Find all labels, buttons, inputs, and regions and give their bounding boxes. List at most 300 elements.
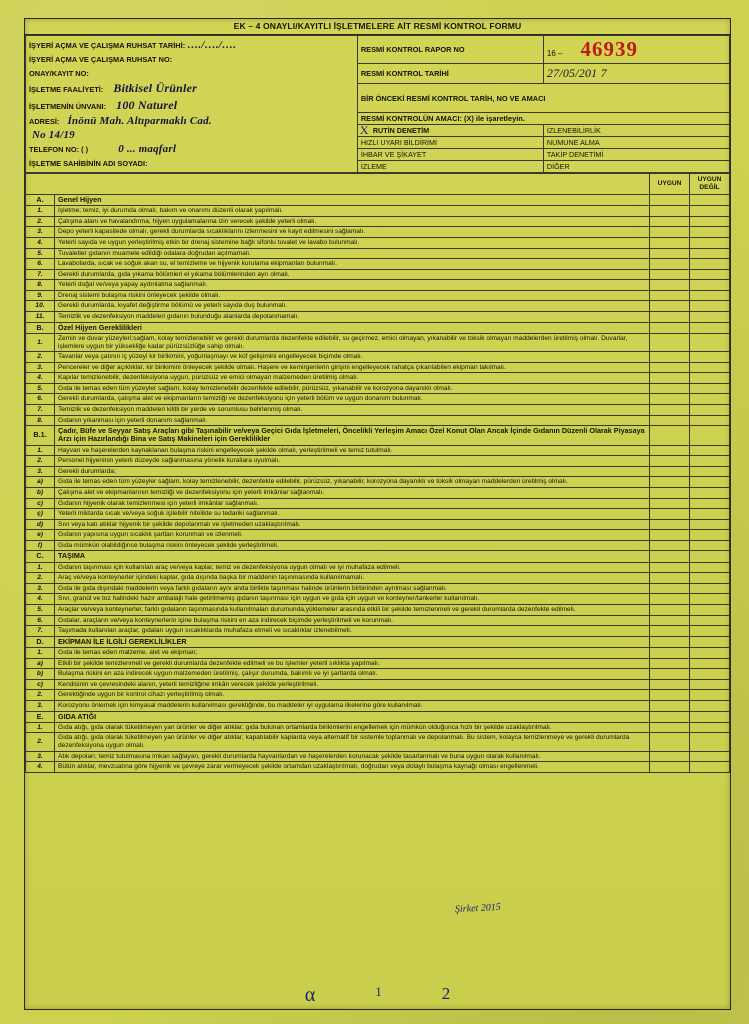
checklist-row	[26, 488, 730, 499]
item-text: Gerektiğinde uygun bir kontrol cihazı yerleştirilmiş olmalı.	[55, 690, 650, 701]
item-uygun-degil-cell[interactable]	[690, 762, 730, 773]
item-uygun-cell[interactable]	[650, 352, 690, 363]
item-uygun-degil-cell[interactable]	[690, 373, 730, 384]
item-uygun-cell[interactable]	[650, 605, 690, 616]
checklist-row	[26, 583, 730, 594]
item-uygun-cell[interactable]	[650, 259, 690, 270]
item-uygun-degil-cell[interactable]	[690, 216, 730, 227]
rapor-no-value[interactable]: 46939	[580, 37, 639, 61]
kontrol-tarih-label: RESMİ KONTROL TARİHİ	[357, 64, 543, 84]
left-row-4	[26, 97, 357, 114]
item-uygun-degil-cell[interactable]	[690, 362, 730, 373]
item-number: 6.	[26, 615, 55, 626]
col-header-uygun: UYGUN	[650, 174, 690, 195]
section-uygun-degil-cell[interactable]	[690, 426, 730, 446]
left-row-7	[26, 142, 357, 156]
item-text: Gerekli durumlarda, kıyafet değiştirme bölümü ve yeterli sayıda duş bulunmalı.	[55, 301, 650, 312]
section-code: C.	[26, 551, 55, 562]
item-text: Sıvı veya katı atıklar hijyenik bir şekilde depolanmalı ve işletmeden uzaklaştırılmalı.	[55, 519, 650, 530]
form-header	[25, 35, 730, 173]
item-uygun-degil-cell[interactable]	[690, 312, 730, 323]
footer-middle-mark: 1	[375, 984, 382, 999]
item-number: 8.	[26, 280, 55, 291]
item-uygun-degil-cell[interactable]	[690, 456, 730, 467]
item-number: 1.	[26, 722, 55, 733]
item-number: 7.	[26, 626, 55, 637]
item-uygun-cell[interactable]	[650, 751, 690, 762]
item-uygun-cell[interactable]	[650, 583, 690, 594]
item-text: Gerekli durumlarda, gıda yıkama bölümleri el yıkama bölümlerinden ayrı olmalı.	[55, 269, 650, 280]
checklist-row	[26, 466, 730, 477]
section-uygun-cell[interactable]	[650, 195, 690, 206]
amac-item-6[interactable]	[357, 161, 543, 173]
item-number: 4.	[26, 238, 55, 249]
item-uygun-cell[interactable]	[650, 573, 690, 584]
item-number: b)	[26, 669, 55, 680]
item-uygun-degil-cell[interactable]	[690, 540, 730, 551]
left-value-7[interactable]: 0 ... maqfarl	[118, 143, 177, 155]
left-row-3	[26, 80, 357, 97]
item-uygun-cell[interactable]	[650, 206, 690, 217]
item-uygun-cell[interactable]	[650, 530, 690, 541]
checklist-row	[26, 301, 730, 312]
item-uygun-degil-cell[interactable]	[690, 352, 730, 363]
checklist-row	[26, 445, 730, 456]
item-number: 2.	[26, 456, 55, 467]
checklist-row	[26, 751, 730, 762]
item-number: 1.	[26, 333, 55, 351]
checklist-row	[26, 280, 730, 291]
checklist-row	[26, 573, 730, 584]
item-uygun-degil-cell[interactable]	[690, 498, 730, 509]
item-number: a)	[26, 658, 55, 669]
section-code: B.	[26, 322, 55, 333]
amac-item-1[interactable]	[543, 125, 729, 137]
item-uygun-cell[interactable]	[650, 488, 690, 499]
checklist-row	[26, 312, 730, 323]
left-row-0	[26, 36, 357, 52]
section-uygun-cell[interactable]	[650, 322, 690, 333]
left-value-6[interactable]: No 14/19	[32, 129, 75, 141]
amac-item-0[interactable]	[357, 125, 543, 137]
item-uygun-degil-cell[interactable]	[690, 519, 730, 530]
checklist-row	[26, 690, 730, 701]
item-text: Gıda ile temas eden tüm yüzeyler sağlam, kolay temizlenebilir, dezenfekte edilebilir, pürüzsüz, yıkanabilir, korozyona dayanıklı ve toksik olmayan maddelerden üretilmiş olmalı.	[55, 477, 650, 488]
item-uygun-degil-cell[interactable]	[690, 415, 730, 426]
kontrol-tarih-value[interactable]: 27/05/201 7	[546, 66, 607, 80]
checklist-row	[26, 658, 730, 669]
checklist-row	[26, 722, 730, 733]
item-uygun-degil-cell[interactable]	[690, 690, 730, 701]
item-uygun-degil-cell[interactable]	[690, 605, 730, 616]
item-text: Bütün atıklar, mevzuatına göre hijyenik ve çevreye zarar vermeyecek şekilde ortamdan uzaklaştırılmalı, doğrudan veya dolaylı bulaşma kaynağı olması engellenmeli.	[55, 762, 650, 773]
footer-right-mark: 2	[441, 984, 451, 1003]
section-uygun-degil-cell[interactable]	[690, 636, 730, 647]
item-uygun-cell[interactable]	[650, 700, 690, 711]
item-number: 2.	[26, 352, 55, 363]
item-text: Gıda ile temas eden tüm yüzeyler sağlam, kolay temizlenebilir dezenfekte edilebilir, pürüzsüz, yıkanabilir ve korozyona dayanıklı olmalı.	[55, 383, 650, 394]
item-text: Bulaşma riskini en aza indirecek uygun malzemeden üretilmiş, çalışır durumda, bakımlı ve iyi şartlarda olmalı.	[55, 669, 650, 680]
item-number: 7.	[26, 404, 55, 415]
item-uygun-cell[interactable]	[650, 373, 690, 384]
checklist-row	[26, 762, 730, 773]
item-uygun-cell[interactable]	[650, 722, 690, 733]
section-uygun-degil-cell[interactable]	[690, 195, 730, 206]
item-text: Temizlik ve dezenfeksiyon maddeleri kilitli bir yerde ve sorumlusu belirlenmiş olmalı.	[55, 404, 650, 415]
form-sheet	[24, 18, 731, 1010]
item-text: Etkili bir şekilde temizlenmeli ve gerekli durumlarda dezenfekte edilmeli ve bu işlemler yeterli sıklıkta yapılmalı.	[55, 658, 650, 669]
item-number: 2.	[26, 573, 55, 584]
item-text: Korozyonu önlemek için kimyasal maddelerin kullanılması gerektiğinde, bu maddeler iyi uygulama ilkelerine göre kullanılmalı.	[55, 700, 650, 711]
section-header-row	[26, 195, 730, 206]
section-title: Genel Hijyen	[55, 195, 650, 206]
checklist-row	[26, 248, 730, 259]
item-uygun-degil-cell[interactable]	[690, 722, 730, 733]
section-uygun-degil-cell[interactable]	[690, 551, 730, 562]
item-number: 5.	[26, 248, 55, 259]
item-uygun-cell[interactable]	[650, 445, 690, 456]
checklist-row	[26, 626, 730, 637]
amac-item-7[interactable]	[543, 161, 729, 173]
item-number: 2.	[26, 733, 55, 751]
item-uygun-cell[interactable]	[650, 669, 690, 680]
checklist-row	[26, 383, 730, 394]
left-value-5[interactable]: İnönü Mah. Altıparmaklı Cad.	[67, 115, 212, 127]
item-uygun-cell[interactable]	[650, 477, 690, 488]
checklist-row	[26, 394, 730, 405]
item-number: e)	[26, 530, 55, 541]
item-number: ç)	[26, 509, 55, 520]
item-text: Sıvı, granül ve toz halindeki hazır ambalajlı hale getirilmemiş gıdanın taşınması için uygun ve gıda için uygun ve konteyner/tankerler kullanılmalı.	[55, 594, 650, 605]
section-code: D.	[26, 636, 55, 647]
item-text: Zemin ve duvar yüzeyleri;sağlam, kolay temizlenebilir ve gerekli durumlarda dezenfekte edilebilir, su geçirmez, emici olmayan, yıkanabilir ve toksik olmayan maddelerden üretilmiş olmalı. Duvarlar, işlemlere uygun bir yüksekliğe kadar pürüzsüzlüğe sahip olmalı.	[55, 333, 650, 351]
item-uygun-cell[interactable]	[650, 238, 690, 249]
item-text: Kendisinin ve çevresindeki alanın, yeterli temizliğine imkân verecek şekilde yerleştirilmeli.	[55, 679, 650, 690]
item-uygun-degil-cell[interactable]	[690, 700, 730, 711]
checklist-row	[26, 498, 730, 509]
item-text: Tuvaletler gıdanın muamele edildiği odalara doğrudan açılmamalı.	[55, 248, 650, 259]
item-text: Gıdanın taşınması için kullanılan araç ve/veya kaplar, temiz ve dezenfeksiyona uygun olmalı ve iyi muhafaza edilmeli.	[55, 562, 650, 573]
item-uygun-degil-cell[interactable]	[690, 477, 730, 488]
left-label-5: ADRESİ:	[29, 117, 60, 126]
item-uygun-degil-cell[interactable]	[690, 445, 730, 456]
rapor-no-prefix: 16 –	[546, 49, 563, 58]
item-uygun-degil-cell[interactable]	[690, 648, 730, 659]
item-number: 8.	[26, 415, 55, 426]
item-uygun-cell[interactable]	[650, 540, 690, 551]
section-uygun-cell[interactable]	[650, 711, 690, 722]
annotation-note-e: Şirket 2015	[454, 901, 502, 916]
amac-item-5-label: TAKİP DENETİMİ	[546, 150, 604, 159]
item-uygun-cell[interactable]	[650, 280, 690, 291]
amac-item-4-label: İHBAR VE ŞİKAYET	[360, 150, 427, 159]
left-row-6	[26, 128, 357, 142]
item-number: 1.	[26, 648, 55, 659]
item-uygun-cell[interactable]	[650, 690, 690, 701]
item-text: İşletme; temiz, iyi durumda olmalı, bakım ve onarımı düzenli olarak yapılmalı.	[55, 206, 650, 217]
item-uygun-degil-cell[interactable]	[690, 573, 730, 584]
item-uygun-cell[interactable]	[650, 562, 690, 573]
item-uygun-cell[interactable]	[650, 648, 690, 659]
item-uygun-cell[interactable]	[650, 290, 690, 301]
col-header-uygun-degil: UYGUN DEĞİL	[690, 174, 730, 195]
amac-item-2[interactable]	[357, 137, 543, 149]
left-row-8	[26, 156, 357, 172]
item-number: f)	[26, 540, 55, 551]
item-number: 5.	[26, 383, 55, 394]
amac-item-4[interactable]	[357, 149, 543, 161]
checklist-row	[26, 333, 730, 351]
item-number: 1.	[26, 206, 55, 217]
kontrol-tarih-value-cell[interactable]	[543, 64, 729, 84]
section-title: Çadır, Büfe ve Seyyar Satış Araçları gibi Taşınabilir ve/veya Geçici Gıda İşletmeleri, Öncelikli Yerleşim Amacı Özel Konut Olan Ancak İçinde Gıdanın Düzenli Olarak Piyasaya Arzı için Hazırlandığı Bina ve Satış Makineleri için Gereklilikler	[55, 426, 650, 446]
item-uygun-cell[interactable]	[650, 216, 690, 227]
checklist-row	[26, 540, 730, 551]
item-text: Gıda atığı, gıda olarak tüketilmeyen yan ürünler ve diğer atıklar; kapatılabilir kaplarda veya alternatif bir sistemle toplanmalı ve depolanmalı. Bu sistem, kolayca temizlenmeye ve gerekli durumlarda dezenfeksiyona uygun olmalı.	[55, 733, 650, 751]
item-text: Temizlik ve dezenfeksiyon maddeleri gıdanın bulunduğu alanlarda depolanmamalı.	[55, 312, 650, 323]
checklist-row	[26, 700, 730, 711]
item-text: Gerekli durumlarda, çalışma alet ve ekipmanların temizliği ve dezenfeksiyonu için yeterli bölüm ve uygun donanım bulunmalı.	[55, 394, 650, 405]
onceki-kontrol-label: BİR ÖNCEKİ RESMİ KONTROL TARİH, NO VE AMACI	[357, 84, 729, 113]
item-number: b)	[26, 488, 55, 499]
item-uygun-cell[interactable]	[650, 415, 690, 426]
item-uygun-cell[interactable]	[650, 269, 690, 280]
item-text: Drenaj sistemi bulaşma riskini önleyecek şekilde olmalı.	[55, 290, 650, 301]
checklist-row	[26, 373, 730, 384]
section-title: EKİPMAN İLE İLGİLİ GEREKLİLİKLER	[55, 636, 650, 647]
item-uygun-cell[interactable]	[650, 626, 690, 637]
item-uygun-degil-cell[interactable]	[690, 562, 730, 573]
item-text: Araçlar ve/veya konteynerler, farklı gıdaların taşınmasında kullanılmaları durumunda,yüklemeler arasında etkili bir şekilde temizlenmeli ve gerekli durumlarda dezenfekte edilmeli.	[55, 605, 650, 616]
item-text: Pencereler ve diğer açıklıklar, kir birikimini önleyecek şekilde olmalı. Haşere ve kemirgenlerin girişini engelleyecek rahatça çıkarılabilen ekipman takılmalı.	[55, 362, 650, 373]
left-value-4[interactable]: 100 Naturel	[116, 98, 178, 112]
amac-item-3[interactable]	[543, 137, 729, 149]
left-value-0[interactable]: …./…./….	[187, 39, 237, 51]
item-uygun-cell[interactable]	[650, 456, 690, 467]
item-uygun-degil-cell[interactable]	[690, 269, 730, 280]
item-uygun-cell[interactable]	[650, 509, 690, 520]
page-footer	[25, 984, 730, 1007]
section-header-row	[26, 551, 730, 562]
left-label-1: İŞYERİ AÇMA VE ÇALIŞMA RUHSAT NO:	[29, 55, 173, 64]
item-text: Kapılar temizlenebilir, dezenfeksiyona uygun, pürüzsüz ve emici olmayan malzemeden üretilmiş olmalı.	[55, 373, 650, 384]
item-text: Gıda ile temas eden malzeme, alet ve ekipman;	[55, 648, 650, 659]
item-uygun-cell[interactable]	[650, 394, 690, 405]
header-left-block	[26, 36, 358, 173]
section-uygun-cell[interactable]	[650, 551, 690, 562]
item-uygun-degil-cell[interactable]	[690, 290, 730, 301]
checklist-row	[26, 456, 730, 467]
item-uygun-degil-cell[interactable]	[690, 594, 730, 605]
amac-item-1-label: İZLENEBİLİRLİK	[546, 126, 601, 135]
item-number: 7.	[26, 269, 55, 280]
page-title: EK – 4 ONAYLI/KAYITLI İŞLETMELERE AİT RESMİ KONTROL FORMU	[25, 19, 730, 35]
section-uygun-degil-cell[interactable]	[690, 322, 730, 333]
item-uygun-degil-cell[interactable]	[690, 280, 730, 291]
checklist-row	[26, 290, 730, 301]
item-text: Çalışma alet ve ekipmanlarının temizliği ve dezenfeksiyonu için yeterli imkânlar sağlanmalı.	[55, 488, 650, 499]
item-uygun-cell[interactable]	[650, 466, 690, 477]
item-uygun-degil-cell[interactable]	[690, 679, 730, 690]
item-uygun-cell[interactable]	[650, 679, 690, 690]
item-text: Gıda atığı, gıda olarak tüketilmeyen yan ürünler ve diğer atıklar; gıda bulunan ortamlarda birikimlerini engellemek için mümkün olduğunca hızlı bir şekilde uzaklaştırılmalı.	[55, 722, 650, 733]
item-uygun-degil-cell[interactable]	[690, 615, 730, 626]
item-uygun-degil-cell[interactable]	[690, 404, 730, 415]
item-number: d)	[26, 519, 55, 530]
item-text: Gıda mümkün olabildiğince bulaşma riskini önleyecek şekilde yerleştirilmeli.	[55, 540, 650, 551]
item-number: 2.	[26, 690, 55, 701]
item-text: Yeterli sayıda ve uygun yerleştirilmiş etkin bir drenaj sistemine bağlı sifonlu tuvalet ve lavabo bulunmalı.	[55, 238, 650, 249]
left-value-3[interactable]: Bitkisel Ürünler	[113, 81, 197, 95]
item-uygun-degil-cell[interactable]	[690, 333, 730, 351]
item-number: 4.	[26, 373, 55, 384]
item-uygun-cell[interactable]	[650, 227, 690, 238]
item-number: 4.	[26, 762, 55, 773]
item-text: Lavabolarda, sıcak ve soğuk akan su, el temizleme ve hijyenik kurulama ekipmanları bulunmalı.	[55, 259, 650, 270]
item-uygun-degil-cell[interactable]	[690, 530, 730, 541]
section-code: A.	[26, 195, 55, 206]
item-uygun-degil-cell[interactable]	[690, 301, 730, 312]
section-uygun-cell[interactable]	[650, 636, 690, 647]
checklist-row	[26, 352, 730, 363]
checklist-row	[26, 669, 730, 680]
item-uygun-cell[interactable]	[650, 301, 690, 312]
section-header-row	[26, 711, 730, 722]
item-text: Gıdalar, araçların ve/veya konteynerlerin içine bulaşma riskini en aza indirecek biçimde yerleştirilmeli ve korunmalı.	[55, 615, 650, 626]
checklist-row	[26, 509, 730, 520]
amac-item-7-label: DİĞER	[546, 162, 570, 171]
item-uygun-degil-cell[interactable]	[690, 583, 730, 594]
checklist-row	[26, 648, 730, 659]
item-text: Gıda ile gıda dışındaki maddelerin veya farklı gıdaların aynı anda birlikte taşınması halinde ürünlerin birbirinden ayrılması sağlanmalı.	[55, 583, 650, 594]
item-uygun-cell[interactable]	[650, 404, 690, 415]
checklist-row	[26, 562, 730, 573]
amac-item-3-label: NUMUNE ALMA	[546, 138, 600, 147]
item-uygun-degil-cell[interactable]	[690, 733, 730, 751]
item-text: Yeterli doğal ve/veya yapay aydınlatma sağlanmalı.	[55, 280, 650, 291]
item-number: 3.	[26, 751, 55, 762]
item-uygun-degil-cell[interactable]	[690, 394, 730, 405]
section-title: TAŞIMA	[55, 551, 650, 562]
checklist-row	[26, 216, 730, 227]
item-uygun-cell[interactable]	[650, 362, 690, 373]
item-text: Yeterli miktarda sıcak ve/veya soğuk içilebilir nitelikte su tedariki sağlanmalı.	[55, 509, 650, 520]
item-uygun-degil-cell[interactable]	[690, 751, 730, 762]
item-uygun-degil-cell[interactable]	[690, 658, 730, 669]
item-uygun-cell[interactable]	[650, 594, 690, 605]
left-row-5	[26, 114, 357, 128]
check-x-icon: X	[359, 123, 369, 137]
item-uygun-cell[interactable]	[650, 312, 690, 323]
checklist-row	[26, 615, 730, 626]
item-number: 3.	[26, 583, 55, 594]
left-label-3: İŞLETME FAALİYETİ:	[29, 85, 104, 94]
amac-label: RESMİ KONTROLÜN AMACI: (X) ile işaretleyin.	[357, 113, 729, 125]
item-uygun-degil-cell[interactable]	[690, 466, 730, 477]
left-row-2	[26, 66, 357, 80]
item-number: 3.	[26, 700, 55, 711]
section-uygun-cell[interactable]	[650, 426, 690, 446]
item-uygun-cell[interactable]	[650, 615, 690, 626]
checklist-row	[26, 594, 730, 605]
checklist-row	[26, 519, 730, 530]
item-number: 1.	[26, 562, 55, 573]
item-uygun-degil-cell[interactable]	[690, 259, 730, 270]
checklist-row	[26, 362, 730, 373]
item-uygun-cell[interactable]	[650, 248, 690, 259]
item-number: 5.	[26, 605, 55, 616]
section-header-row	[26, 636, 730, 647]
item-number: c)	[26, 679, 55, 690]
section-title: Özel Hijyen Gereklilikleri	[55, 322, 650, 333]
checklist-row	[26, 605, 730, 616]
item-text: Personel hijyeninin yeterli düzeyde sağlanmasına yönelik kurallara uyulmalı.	[55, 456, 650, 467]
item-number: 6.	[26, 259, 55, 270]
checklist-row	[26, 206, 730, 217]
item-number: 1.	[26, 445, 55, 456]
item-uygun-degil-cell[interactable]	[690, 509, 730, 520]
item-uygun-degil-cell[interactable]	[690, 488, 730, 499]
item-number: 3.	[26, 227, 55, 238]
checklist-table	[25, 173, 730, 773]
checklist-row	[26, 733, 730, 751]
checklist-row	[26, 259, 730, 270]
item-text: Taşımada kullanılan araçlar, gıdaları uygun sıcaklıklarda muhafaza etmeli ve sıcaklıklar izlenebilmeli.	[55, 626, 650, 637]
item-text: Gıdanın yapısına uygun sıcaklık şartları korunmalı ve izlenmeli.	[55, 530, 650, 541]
amac-item-5[interactable]	[543, 149, 729, 161]
item-text: Gıdanın hijyenik olarak temizlenmesi için yeterli imkânlar sağlanmalı.	[55, 498, 650, 509]
item-uygun-cell[interactable]	[650, 733, 690, 751]
checklist-row	[26, 679, 730, 690]
item-number: 3.	[26, 362, 55, 373]
item-text: Atık depoları; temiz tutulmasına imkan sağlayan, gerekli durumlarda hayvanlardan ve haşerelerden korunacak şekilde tasarlanmalı ve buna uygun olarak kullanılmalı.	[55, 751, 650, 762]
item-text: Gerekli durumlarda;	[55, 466, 650, 477]
item-uygun-cell[interactable]	[650, 498, 690, 509]
item-text: Araç ve/veya konteynerler içindeki kaplar, gıda dışında başka bir maddenin taşınmasında kullanılmamalı.	[55, 573, 650, 584]
item-uygun-cell[interactable]	[650, 333, 690, 351]
checklist-row	[26, 530, 730, 541]
item-uygun-degil-cell[interactable]	[690, 626, 730, 637]
item-uygun-degil-cell[interactable]	[690, 248, 730, 259]
rapor-no-value-cell[interactable]	[543, 36, 729, 64]
section-header-row	[26, 322, 730, 333]
item-uygun-cell[interactable]	[650, 383, 690, 394]
item-uygun-cell[interactable]	[650, 658, 690, 669]
item-uygun-cell[interactable]	[650, 519, 690, 530]
amac-item-6-label: İZLEME	[360, 162, 387, 171]
item-uygun-degil-cell[interactable]	[690, 383, 730, 394]
item-uygun-cell[interactable]	[650, 762, 690, 773]
section-title: GIDA ATIĞI	[55, 711, 650, 722]
item-uygun-degil-cell[interactable]	[690, 669, 730, 680]
footer-left-mark: α	[304, 984, 316, 1006]
item-number: 2.	[26, 216, 55, 227]
item-number: c)	[26, 498, 55, 509]
section-uygun-degil-cell[interactable]	[690, 711, 730, 722]
left-label-0: İŞYERİ AÇMA VE ÇALIŞMA RUHSAT TARİHİ:	[29, 41, 186, 50]
checklist-row	[26, 477, 730, 488]
section-code: B.1.	[26, 426, 55, 446]
checklist-row	[26, 415, 730, 426]
item-uygun-degil-cell[interactable]	[690, 206, 730, 217]
item-number: 6.	[26, 394, 55, 405]
item-uygun-degil-cell[interactable]	[690, 238, 730, 249]
amac-item-0-label: RUTİN DENETİM	[372, 126, 430, 135]
item-number: 3.	[26, 466, 55, 477]
rapor-no-label: RESMİ KONTROL RAPOR NO	[357, 36, 543, 64]
item-uygun-degil-cell[interactable]	[690, 227, 730, 238]
checklist-row	[26, 227, 730, 238]
